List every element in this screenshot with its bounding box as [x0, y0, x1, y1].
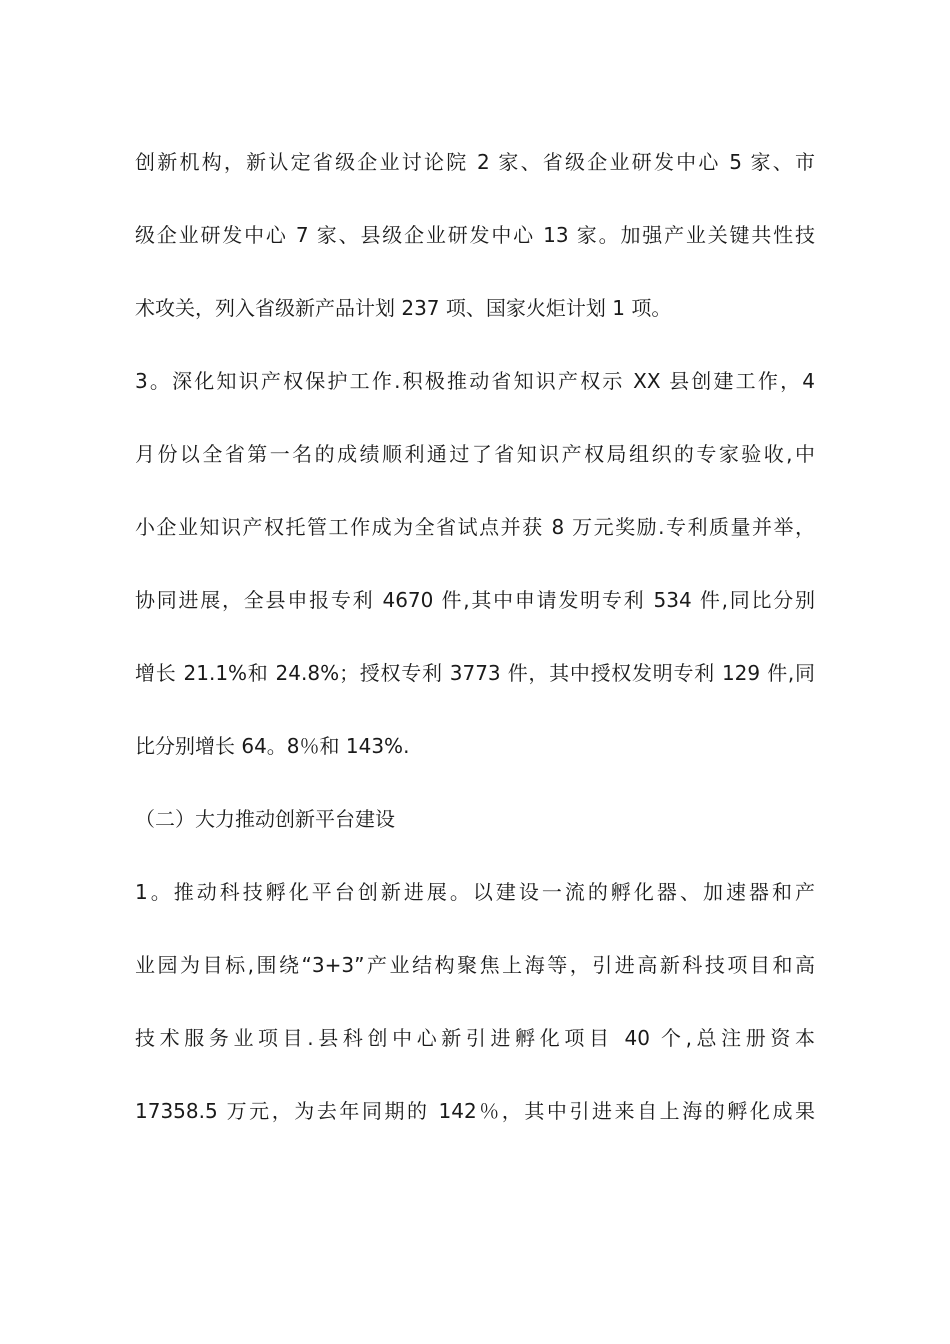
text-line: 小企业知识产权托管工作成为全省试点并获 8 万元奖励.专利质量并举， [135, 515, 815, 539]
text-line: 17358.5 万元，为去年同期的 142％，其中引进来自上海的孵化成果 [135, 1099, 815, 1123]
section-heading: （二）大力推动创新平台建设 [135, 807, 395, 831]
text-line: 创新机构，新认定省级企业讨论院 2 家、省级企业研发中心 5 家、市 [135, 150, 815, 174]
text-line: 1。推动科技孵化平台创新进展。以建设一流的孵化器、加速器和产 [135, 880, 815, 904]
text-line: 技术服务业项目.县科创中心新引进孵化项目 40 个,总注册资本 [135, 1026, 815, 1050]
text-line: 术攻关，列入省级新产品计划 237 项、国家火炬计划 1 项。 [135, 296, 672, 320]
text-line: 比分别增长 64。8％和 143%. [135, 734, 410, 758]
text-line: 3。深化知识产权保护工作.积极推动省知识产权示 XX 县创建工作，4 [135, 369, 815, 393]
text-line: 业园为目标,围绕“3+3”产业结构聚焦上海等，引进高新科技项目和高 [135, 953, 815, 977]
text-line: 协同进展，全县申报专利 4670 件,其中申请发明专利 534 件,同比分别 [135, 588, 815, 612]
text-line: 级企业研发中心 7 家、县级企业研发中心 13 家。加强产业关键共性技 [135, 223, 815, 247]
text-line: 月份以全省第一名的成绩顺利通过了省知识产权局组织的专家验收,中 [135, 442, 815, 466]
text-line: 增长 21.1%和 24.8%；授权专利 3773 件，其中授权发明专利 129 件,同 [135, 661, 815, 685]
